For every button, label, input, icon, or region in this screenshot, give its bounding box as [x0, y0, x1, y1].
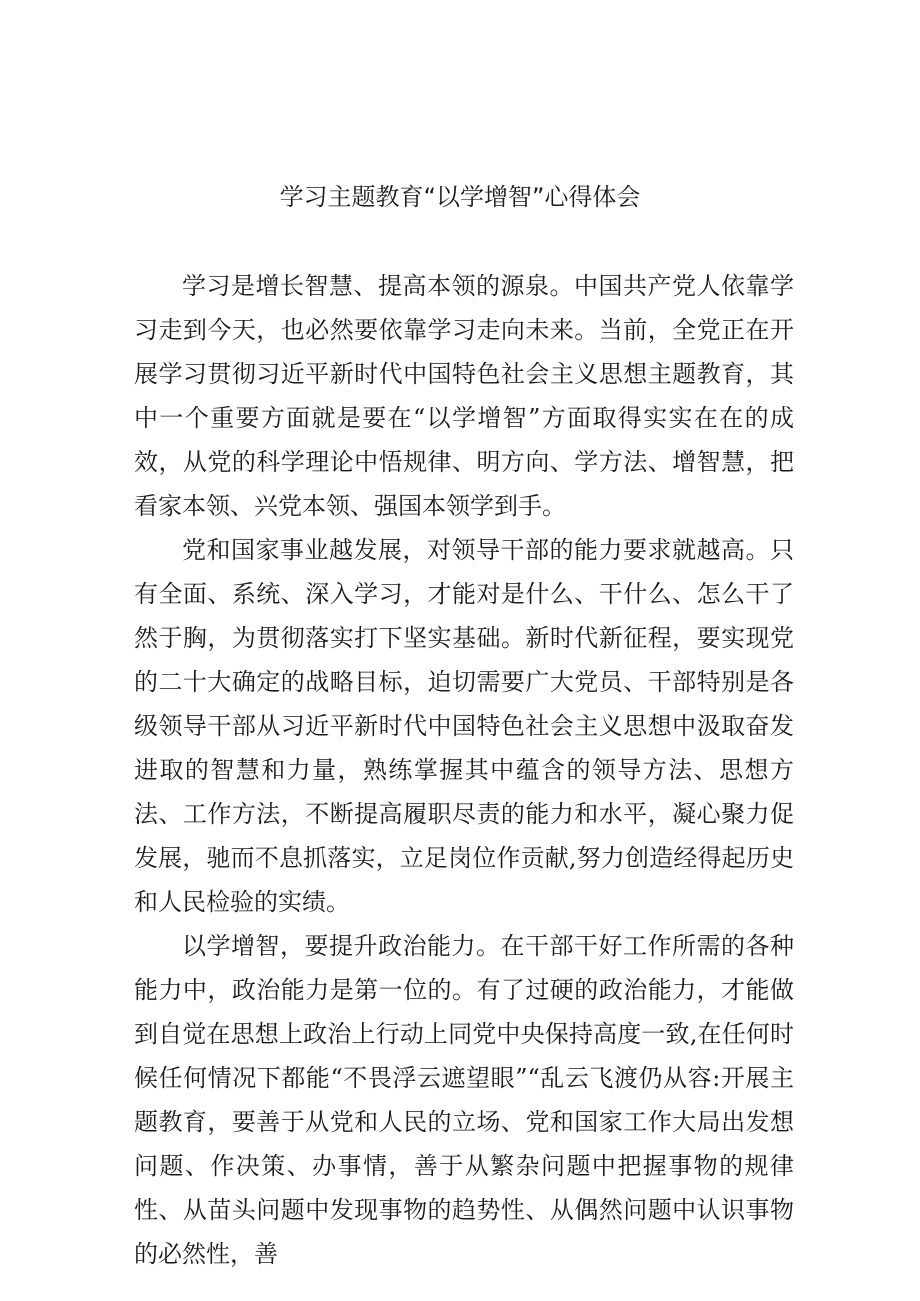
paragraph-2: 党和国家事业越发展，对领导干部的能力要求就越高。只有全面、系统、深入学习，才能对是什么、干什么、怎么干了然于胸，为贯彻落实打下坚实基础。新时代新征程，要实现党的二十大确定的战略目标，迫切需要广大党员、干部特别是各级领导干部从习近平新时代中国特色社会主义思想中汲取奋发进取的智慧和力量，熟练掌握其中蕴含的领导方法、思想方法、工作方法，不断提高履职尽责的能力和水平，凝心聚力促发展，驰而不息抓落实，立足岗位作贡献,努力创造经得起历史和人民检验的实绩。 [134, 536, 794, 916]
document-title: 学习主题教育“以学增智”心得体会 [279, 183, 641, 211]
document-body [134, 264, 794, 1276]
paragraph-3: 以学增智，要提升政治能力。在干部干好工作所需的各种能力中，政治能力是第一位的。有了过硬的政治能力，才能做到自觉在思想上政治上行动上同党中央保持高度一致,在任何时候任何情况下都能“不畏浮云遮望眼”“乱云飞渡仍从容:开展主题教育，要善于从党和人民的立场、党和国家工作大局出发想问题、作决策、办事情，善于从繁杂问题中把握事物的规律性、从苗头问题中发现事物的趋势性、从偶然问题中认识事物的必然性，善 [134, 932, 794, 1268]
paragraph-1: 学习是增长智慧、提高本领的源泉。中国共产党人依靠学习走到今天，也必然要依靠学习走向未来。当前，全党正在开展学习贯彻习近平新时代中国特色社会主义思想主题教育，其中一个重要方面就是要在“以学增智”方面取得实实在在的成效，从党的科学理论中悟规律、明方向、学方法、增智慧，把看家本领、兴党本领、强国本领学到手。 [134, 272, 794, 520]
